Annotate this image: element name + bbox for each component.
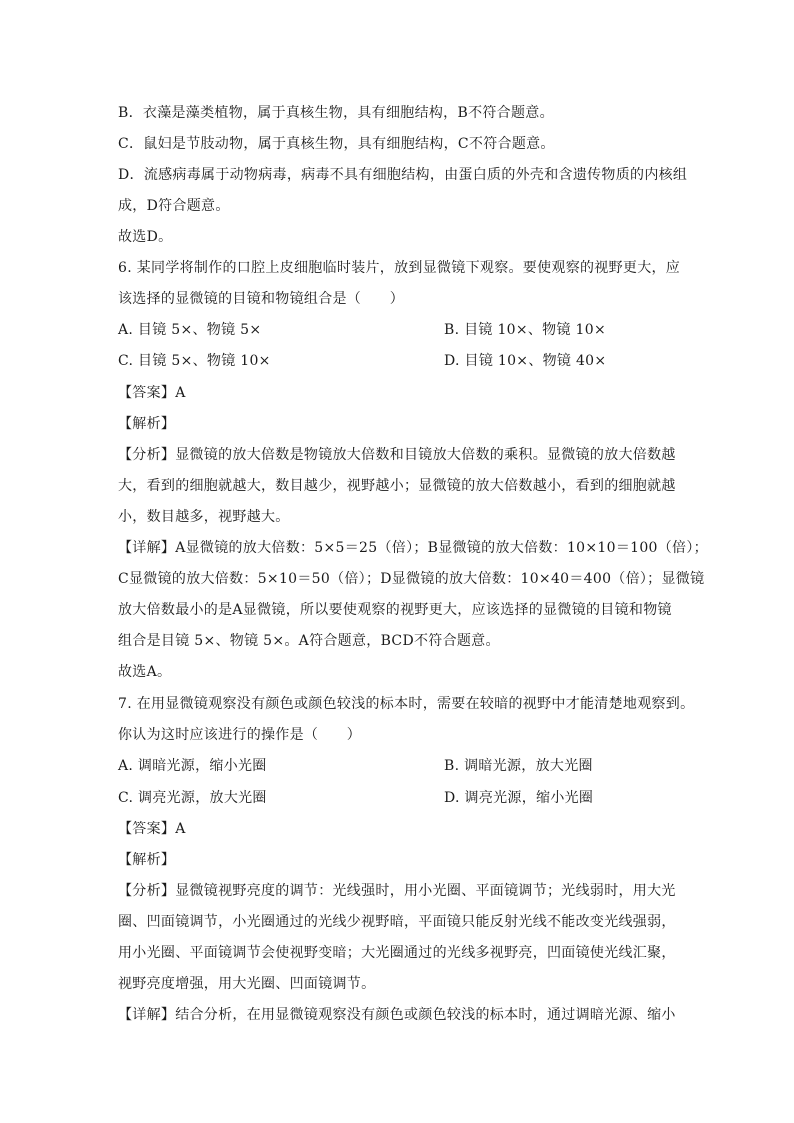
question-6-option-c: C. 目镜 5×、物镜 10×: [118, 353, 271, 369]
question-7-option-b: B. 调暗光源，放大光圈: [444, 758, 593, 774]
answer-option-d-explanation: D．流感病毒属于动物病毒，病毒不具有细胞结构，由蛋白质的外壳和含遗传物质的内核组: [118, 167, 688, 183]
question-6-detail-cont1: C显微镜的放大倍数：5×10＝50（倍）；D显微镜的放大倍数：10×40＝400（倍）；显微镜: [118, 571, 705, 587]
answer-option-c-explanation: C．鼠妇是节肢动物，属于真核生物，具有细胞结构，C不符合题意。: [118, 136, 555, 152]
question-6-detail: 【详解】A显微镜的放大倍数：5×5＝25（倍）；B显微镜的放大倍数：10×10＝100（倍）；: [118, 540, 708, 556]
question-6-option-a: A. 目镜 5×、物镜 5×: [118, 322, 262, 338]
question-6-analysis-cont1: 大，看到的细胞就越大，数目越少，视野越小；显微镜的放大倍数越小，看到的细胞就越: [118, 478, 676, 494]
choose-answer: 故选D。: [118, 229, 173, 245]
question-6-option-d: D. 目镜 10×、物镜 40×: [444, 353, 607, 369]
question-6-detail-cont3: 组合是目镜 5×、物镜 5×。A符合题意，BCD不符合题意。: [118, 633, 500, 649]
question-7-analysis-cont3: 视野亮度增强，用大光圈、凹面镜调节。: [118, 976, 376, 992]
question-7-answer: 【答案】A: [118, 821, 186, 837]
question-6-answer: 【答案】A: [118, 385, 186, 401]
question-7-analysis-cont2: 用小光圈、平面镜调节会使视野变暗；大光圈通过的光线多视野亮，凹面镜使光线汇聚，: [118, 945, 676, 961]
question-6-choose: 故选A。: [118, 664, 172, 680]
question-7-option-c: C. 调亮光源，放大光圈: [118, 790, 267, 806]
answer-option-d-explanation-cont: 成，D符合题意。: [118, 198, 230, 214]
question-7-text: 7. 在用显微镜观察没有颜色或颜色较浅的标本时，需要在较暗的视野中才能清楚地观察到。: [118, 696, 695, 712]
question-6-option-b: B. 目镜 10×、物镜 10×: [444, 322, 606, 338]
answer-option-b-explanation: B．衣藻是藻类植物，属于真核生物，具有细胞结构，B不符合题意。: [118, 105, 554, 121]
question-6-analysis-cont2: 小，数目越多，视野越大。: [118, 509, 290, 525]
question-6-analysis-heading: 【解析】: [118, 416, 176, 432]
question-7-analysis-cont1: 圈、凹面镜调节，小光圈通过的光线少视野暗，平面镜只能反射光线不能改变光线强弱，: [118, 914, 676, 930]
question-6-text-cont: 该选择的显微镜的目镜和物镜组合是（ ）: [118, 291, 404, 307]
question-6-text: 6. 某同学将制作的口腔上皮细胞临时装片，放到显微镜下观察。要使观察的视野更大，应: [118, 260, 681, 276]
question-7-option-a: A. 调暗光源，缩小光圈: [118, 758, 267, 774]
question-7-analysis-heading: 【解析】: [118, 852, 176, 868]
question-6-detail-cont2: 放大倍数最小的是A显微镜，所以要使观察的视野更大，应该选择的显微镜的目镜和物镜: [118, 602, 672, 618]
question-7-option-d: D. 调亮光源，缩小光圈: [444, 790, 594, 806]
question-6-analysis: 【分析】显微镜的放大倍数是物镜放大倍数和目镜放大倍数的乘积。显微镜的放大倍数越: [118, 447, 676, 463]
question-7-detail: 【详解】结合分析，在用显微镜观察没有颜色或颜色较浅的标本时，通过调暗光源、缩小: [118, 1007, 676, 1023]
question-7-text-cont: 你认为这时应该进行的操作是（ ）: [118, 727, 362, 743]
question-7-analysis: 【分析】显微镜视野亮度的调节：光线强时，用小光圈、平面镜调节；光线弱时，用大光: [118, 883, 676, 899]
